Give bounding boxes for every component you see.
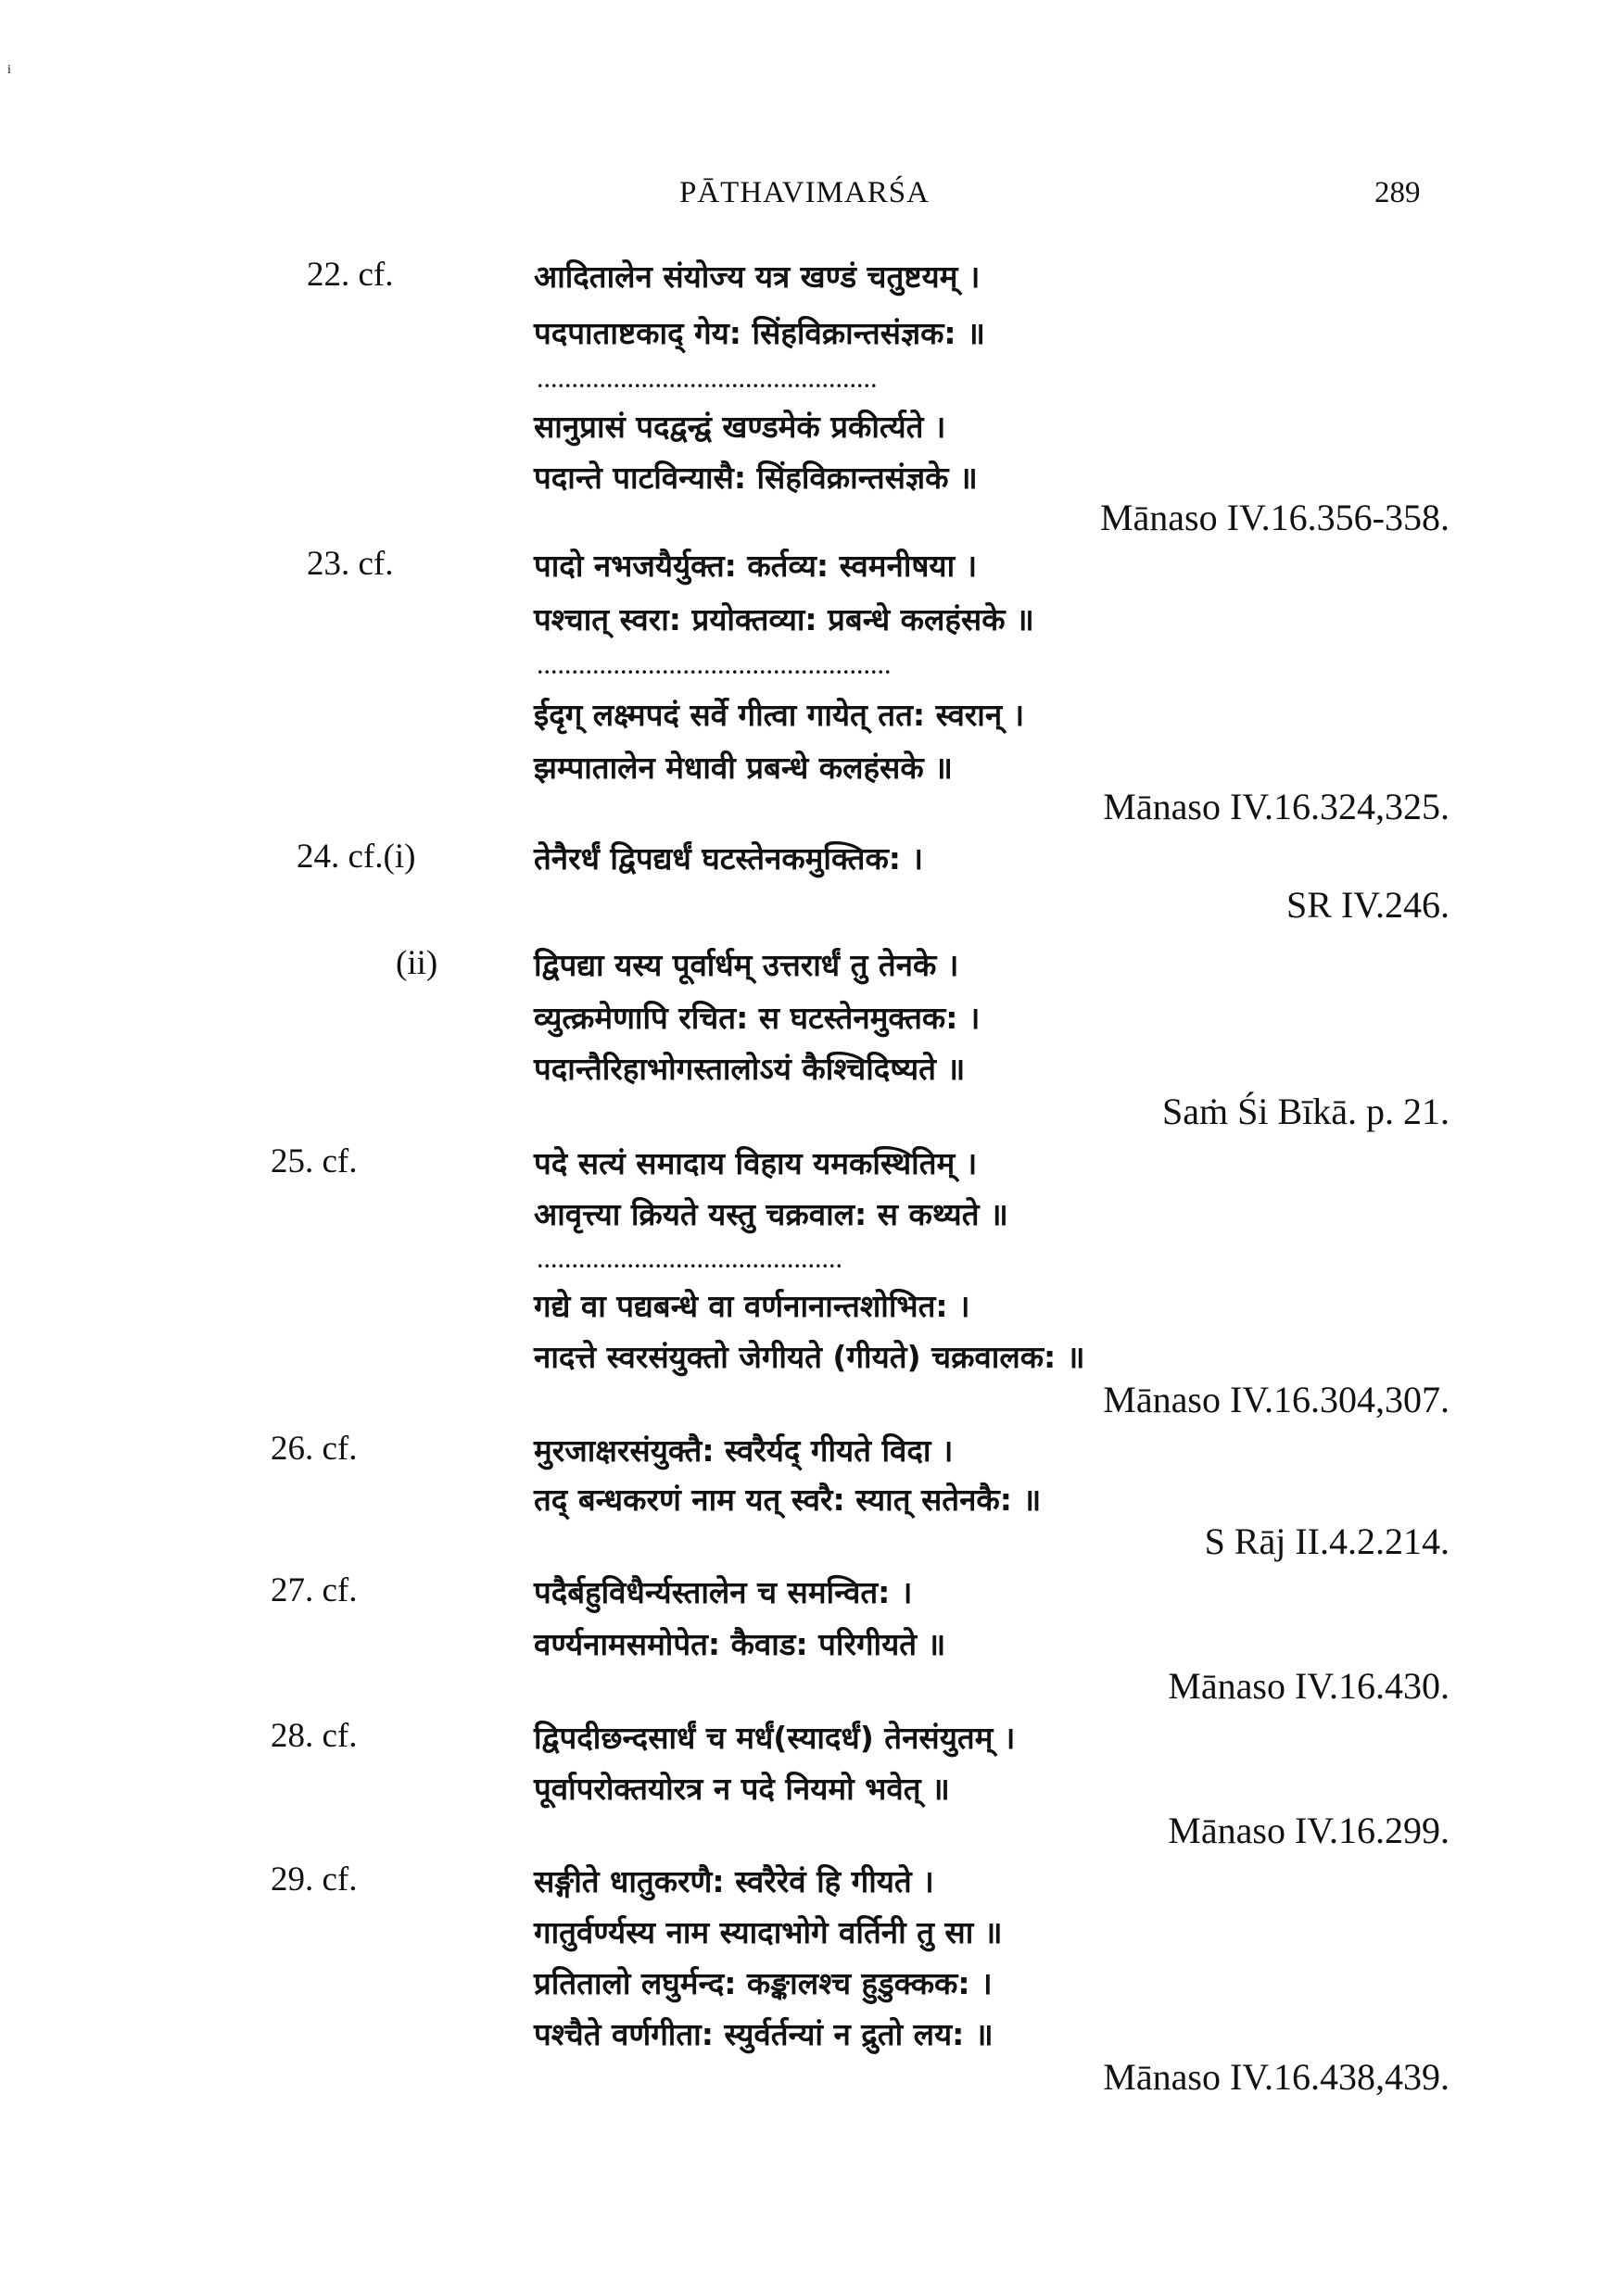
- verse-line: पदान्तैरिहाभोगस्तालोऽयं कैश्चिदिष्यते ॥: [534, 1051, 966, 1087]
- source-reference: Mānaso IV.16.356-358.: [1099, 497, 1450, 538]
- verse-line: प्रतितालो लघुर्मन्द: कङ्कालश्च हुडुक्कक: ।: [534, 1965, 993, 2001]
- verse-line: पश्चात् स्वरा: प्रयोक्तव्या: प्रबन्धे कलहंसके ॥: [534, 601, 1034, 637]
- verse-line: पूर्वापरोक्तयोरत्र न पदे नियमो भवेत् ॥: [534, 1771, 950, 1807]
- verse-line: नादत्ते स्वरसंयुक्तो जेगीयते (गीयते) चक्रवालक: ॥: [534, 1339, 1085, 1375]
- verse-line: पदपाताष्टकाद् गेय: सिंहविक्रान्तसंज्ञक: ॥: [534, 315, 985, 351]
- entry-number: 24. cf.(i): [297, 838, 416, 876]
- source-reference: Mānaso IV.16.430.: [1168, 1665, 1450, 1707]
- entry-number: 25. cf.: [271, 1142, 358, 1180]
- verse-line: सानुप्रासं पदद्वन्द्वं खण्डमेकं प्रकीर्त्यते ।: [534, 409, 946, 445]
- verse-line: द्विपदीछन्दसार्धं च मर्धं(स्यादर्धं) तेनसंयुतम् ।: [534, 1720, 1016, 1756]
- verse-line: पदे सत्यं समादाय विहाय यमकस्थितिम् ।: [534, 1145, 978, 1181]
- verse-line: झम्पातालेन मेधावी प्रबन्धे कलहंसके ॥: [534, 750, 953, 786]
- verse-line: आदितालेन संयोज्य यत्र खण्डं चतुष्टयम् ।: [534, 259, 981, 295]
- entry-number: (ii): [396, 944, 438, 982]
- entry-number: 27. cf.: [271, 1571, 358, 1609]
- verse-line: पदान्ते पाटविन्यासै: सिंहविक्रान्तसंज्ञके ॥: [534, 460, 978, 496]
- source-reference: Saṁ Śi Bīkā. p. 21.: [1161, 1091, 1450, 1132]
- ellipsis-separator: ............................................: [538, 1249, 843, 1272]
- verse-line: मुरजाक्षरसंयुक्तै: स्वरैर्यद् गीयते विदा ।: [534, 1432, 954, 1469]
- entry-number: 28. cf.: [271, 1717, 358, 1755]
- verse-line: तेनैरर्धं द्विपद्यर्धं घटस्तेनकमुक्तिक: ।: [534, 840, 924, 877]
- entry-number: 26. cf.: [271, 1430, 358, 1468]
- verse-line: गातुर्वर्ण्यस्य नाम स्यादाभोगे वर्तिनी तु सा ॥: [534, 1914, 1003, 1950]
- source-reference: Mānaso IV.16.324,325.: [1103, 786, 1450, 827]
- verse-line: पदैर्बहुविधैर्न्यस्तालेन च समन्वित: ।: [534, 1574, 913, 1610]
- verse-line: तद् बन्धकरणं नाम यत् स्वरै: स्यात् सतेनकै: ॥: [534, 1482, 1042, 1518]
- source-reference: Mānaso IV.16.304,307.: [1103, 1379, 1450, 1420]
- verse-line: वर्ण्यनामसमोपेत: कैवाड: परिगीयते ॥: [534, 1626, 946, 1662]
- verse-line: आवृत्त्या क्रियते यस्तु चक्रवाल: स कथ्यते ॥: [534, 1196, 1008, 1232]
- ellipsis-separator: .................................................: [538, 369, 879, 392]
- page-number: 289: [1374, 176, 1421, 209]
- verse-line: द्विपद्या यस्य पूर्वार्धम् उत्तरार्धं तु तेनके ।: [534, 947, 959, 983]
- margin-mark: i: [7, 63, 11, 77]
- verse-line: गद्ये वा पद्यबन्धे वा वर्णनानान्तशोभित: ।: [534, 1288, 970, 1324]
- source-reference: SR IV.246.: [1286, 884, 1450, 926]
- verse-line: पश्चैते वर्णगीता: स्युर्वर्तन्यां न द्रुतो लय: ॥: [534, 2016, 994, 2052]
- source-reference: Mānaso IV.16.438,439.: [1103, 2056, 1450, 2098]
- verse-line: पादो नभजयैर्युक्त: कर्तव्य: स्वमनीषया ।: [534, 548, 978, 584]
- running-header: PĀTHAVIMARŚA: [679, 176, 930, 209]
- source-reference: S Rāj II.4.2.214.: [1204, 1520, 1450, 1562]
- entry-number: 22. cf.: [307, 256, 394, 294]
- source-reference: Mānaso IV.16.299.: [1168, 1810, 1450, 1851]
- entry-number: 29. cf.: [271, 1861, 358, 1899]
- entry-number: 23. cf.: [307, 545, 394, 583]
- verse-line: ईदृग् लक्ष्मपदं सर्वे गीत्वा गायेत् तत: स्वरान् ।: [534, 697, 1025, 733]
- verse-line: सङ्गीते धातुकरणै: स्वरैरेवं हि गीयते ।: [534, 1863, 934, 1899]
- ellipsis-separator: ...................................................: [538, 655, 893, 678]
- verse-line: व्युत्क्रमेणापि रचित: स घटस्तेनमुक्तक: ।: [534, 1000, 981, 1036]
